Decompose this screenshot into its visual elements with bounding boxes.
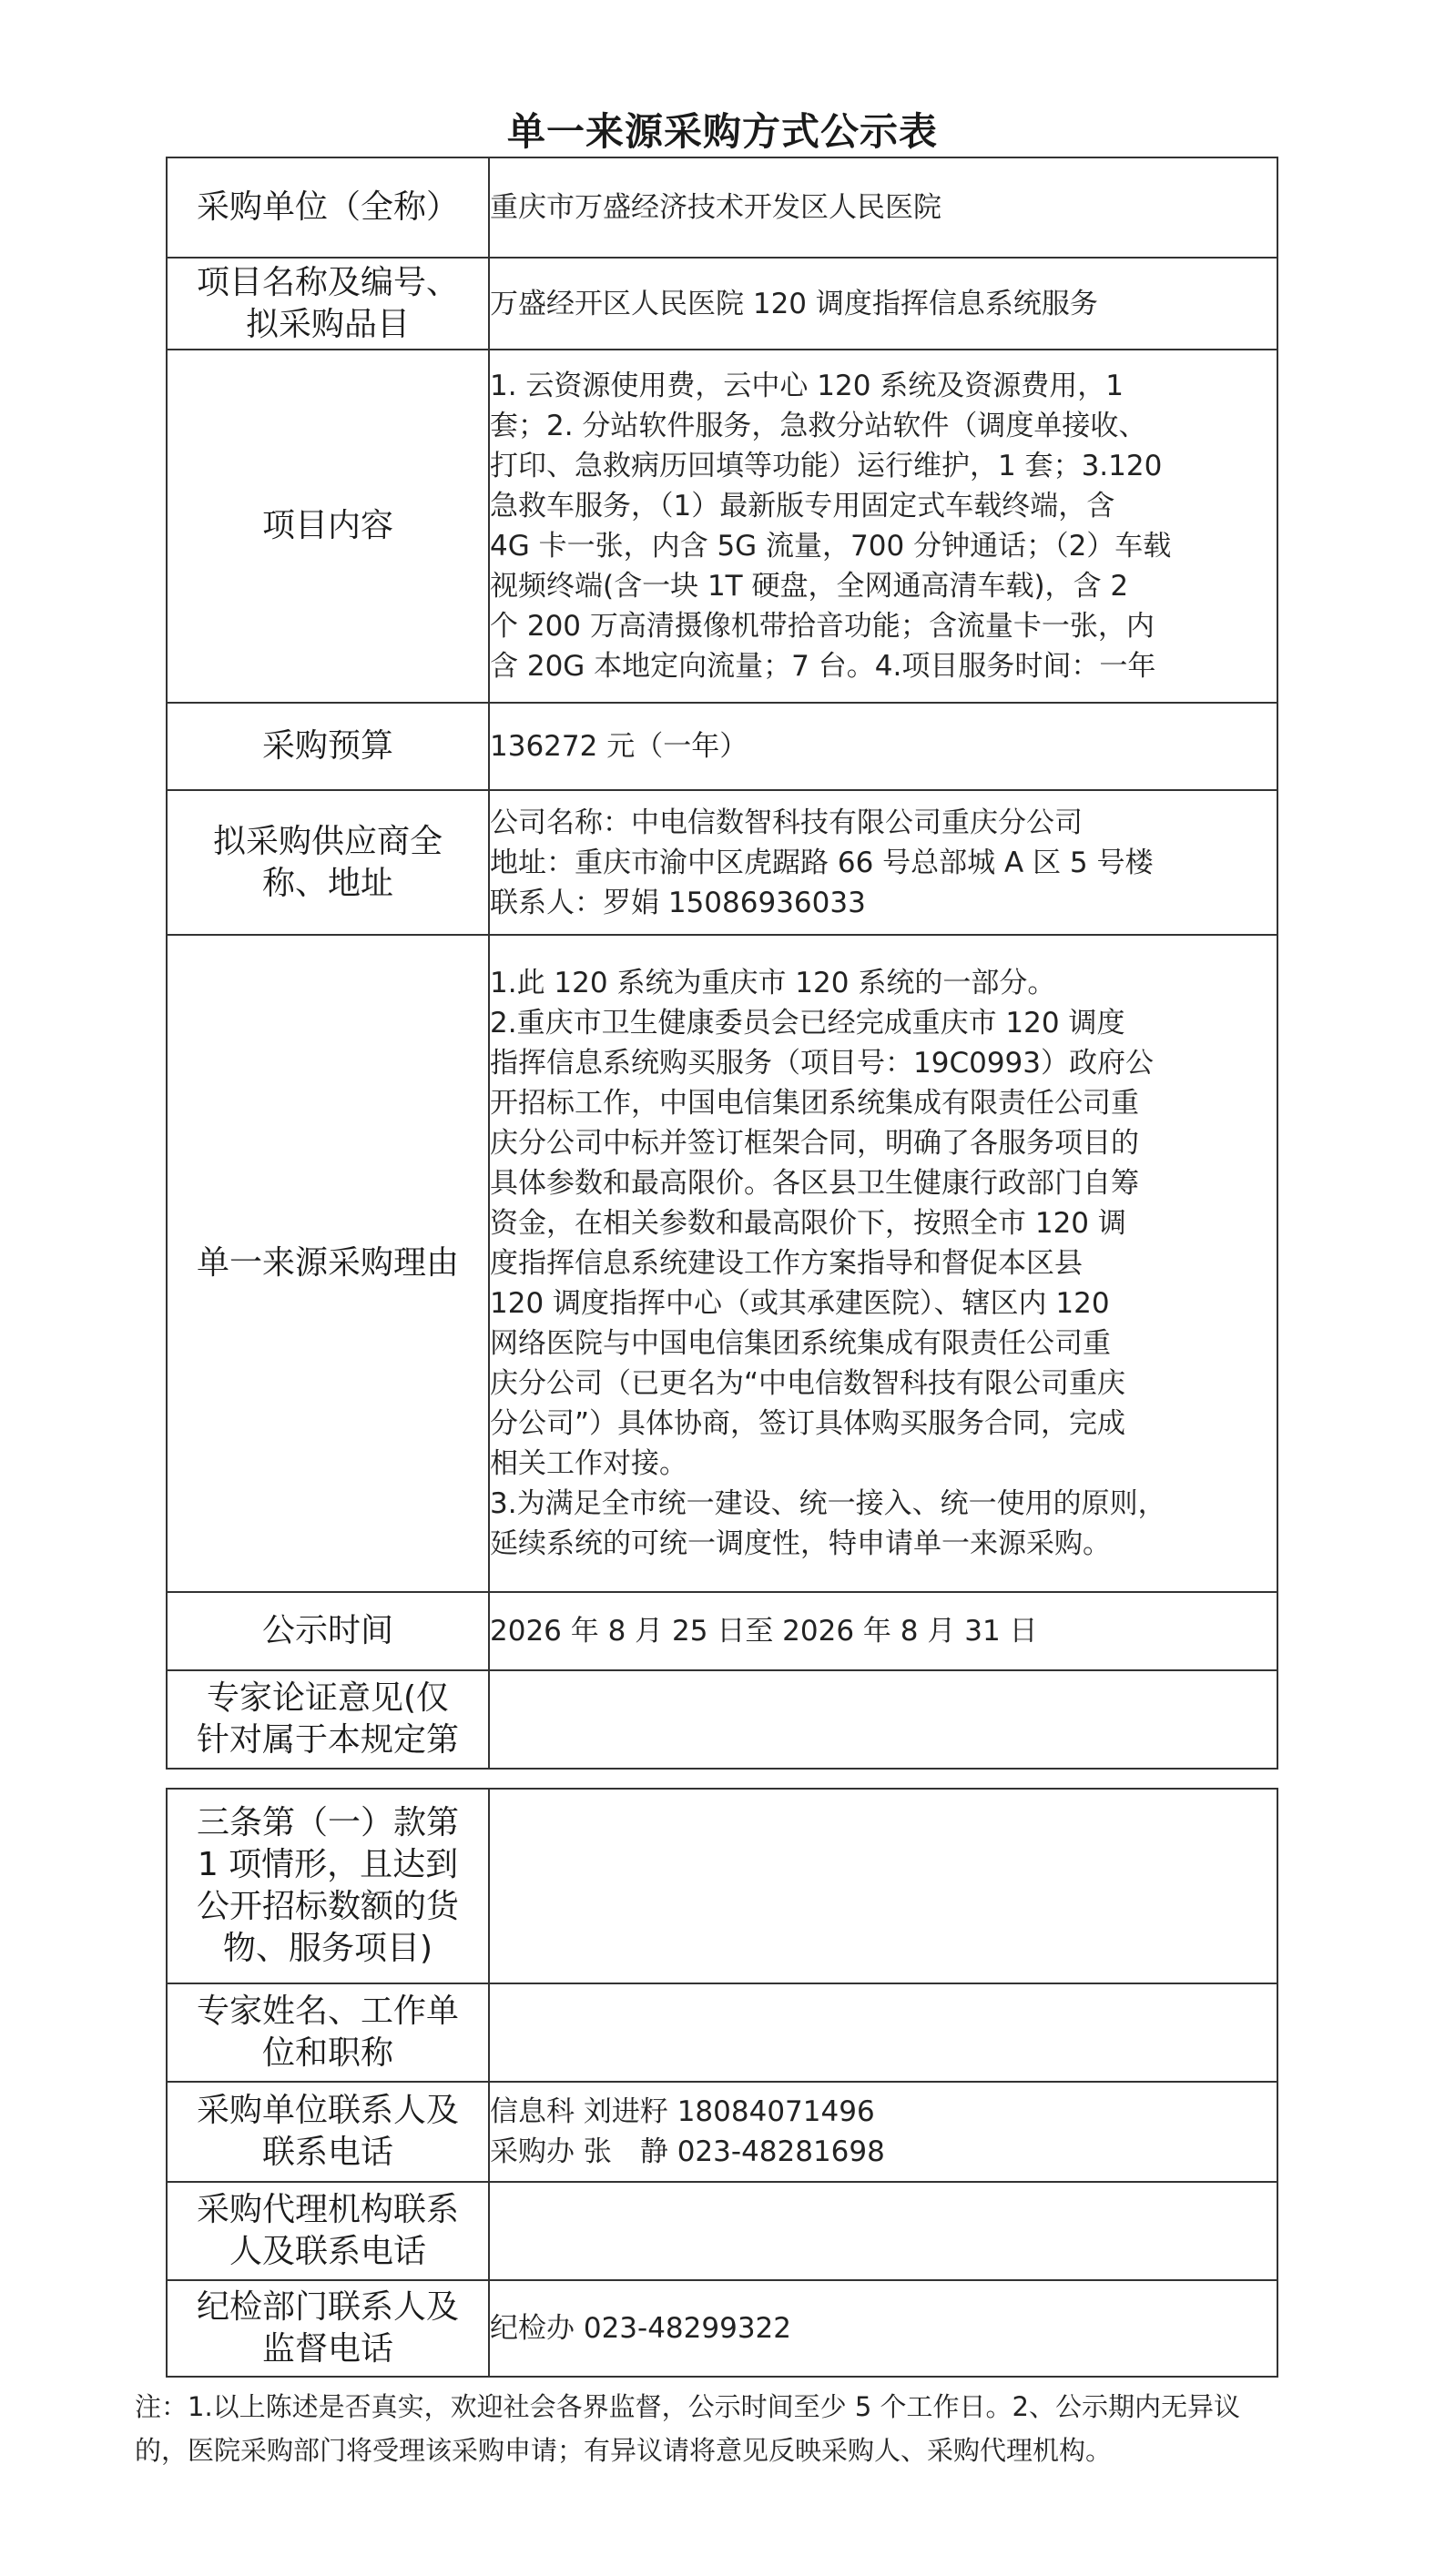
row-value-expert-opinion-bottom xyxy=(489,1789,1277,1983)
contact-line: 采购办 张 静 023-48281698 xyxy=(490,2135,885,2168)
reason-line: 庆分公司中标并签订框架合同，明确了各服务项目的 xyxy=(490,1127,1139,1160)
row-value-project: 万盛经开区人民医院 120 调度指挥信息系统服务 xyxy=(489,258,1277,350)
content-line: 含 20G 本地定向流量；7 台。4.项目服务时间：一年 xyxy=(490,650,1156,683)
label-line: 监督电话 xyxy=(261,2330,393,2368)
row-label-budget: 采购预算 xyxy=(167,703,489,790)
label-line: 人及联系电话 xyxy=(229,2233,426,2270)
row-label-unit-contact xyxy=(167,2082,489,2182)
row-label-agency-contact xyxy=(167,2182,489,2280)
table-row xyxy=(167,790,1277,935)
row-value-content xyxy=(489,350,1277,703)
reason-line: 120 调度指挥中心（或其承建医院）、辖区内 120 xyxy=(490,1287,1110,1320)
content-line: 1. 云资源使用费，云中心 120 系统及资源费用，1 xyxy=(490,370,1124,402)
reason-line: 分公司”）具体协商，签订具体购买服务合同，完成 xyxy=(490,1407,1126,1440)
reason-line: 指挥信息系统购买服务（项目号：19C0993）政府公 xyxy=(490,1047,1154,1080)
label-line: 采购单位联系人及 xyxy=(196,2092,459,2129)
content-line: 视频终端(含一块 1T 硬盘，全网通高清车载)，含 2 xyxy=(490,570,1129,603)
announcement-table-top xyxy=(166,157,1278,1770)
table-row xyxy=(167,1983,1277,2082)
supplier-line: 公司名称：中电信数智科技有限公司重庆分公司 xyxy=(490,806,1083,839)
row-value-agency-contact xyxy=(489,2182,1277,2280)
label-line: 物、服务项目) xyxy=(222,1930,433,1967)
reason-line: 延续系统的可统一调度性，特申请单一来源采购。 xyxy=(490,1527,1111,1560)
reason-line: 2.重庆市卫生健康委员会已经完成重庆市 120 调度 xyxy=(490,1007,1125,1040)
table-row xyxy=(167,1789,1277,1983)
table-row xyxy=(167,258,1277,350)
content-line: 4G 卡一张，内含 5G 流量，700 分钟通话；（2）车载 xyxy=(490,530,1172,563)
row-label-discipline xyxy=(167,2280,489,2377)
footnote-line: 注：1.以上陈述是否真实，欢迎社会各界监督，公示时间至少 5 个工作日。2、公示期内无异议 xyxy=(135,2391,1241,2422)
reason-line: 开招标工作，中国电信集团系统集成有限责任公司重 xyxy=(490,1087,1139,1120)
row-value-budget: 136272 元（一年） xyxy=(489,703,1277,790)
table-row xyxy=(167,1670,1277,1769)
label-line: 三条第（一）款第 xyxy=(196,1804,459,1841)
table-row xyxy=(167,1592,1277,1670)
label-line: 纪检部门联系人及 xyxy=(196,2288,459,2326)
row-value-period: 2026 年 8 月 25 日至 2026 年 8 月 31 日 xyxy=(489,1592,1277,1670)
reason-line: 1.此 120 系统为重庆市 120 系统的一部分。 xyxy=(490,967,1056,999)
row-label-content: 项目内容 xyxy=(167,350,489,703)
row-label-expert-names xyxy=(167,1983,489,2082)
row-value-expert-opinion-top xyxy=(489,1670,1277,1769)
label-line: 称、地址 xyxy=(261,864,393,902)
supplier-line: 地址：重庆市渝中区虎踞路 66 号总部城 A 区 5 号楼 xyxy=(490,846,1154,879)
label-line: 专家论证意见(仅 xyxy=(206,1679,450,1717)
page-title: 单一来源采购方式公示表 xyxy=(506,109,938,154)
row-label-reason: 单一来源采购理由 xyxy=(167,935,489,1592)
table-row xyxy=(167,350,1277,703)
label-line: 拟采购供应商全 xyxy=(212,822,443,860)
row-value-reason xyxy=(489,935,1277,1592)
row-label-expert-opinion-bottom xyxy=(167,1789,489,1983)
row-value-unit: 重庆市万盛经济技术开发区人民医院 xyxy=(489,157,1277,258)
row-value-expert-names xyxy=(489,1983,1277,2082)
table-row xyxy=(167,157,1277,258)
footnote xyxy=(135,2385,1328,2472)
announcement-table-bottom xyxy=(166,1788,1278,2378)
reason-line: 3.为满足全市统一建设、统一接入、统一使用的原则， xyxy=(490,1487,1166,1520)
table-row xyxy=(167,935,1277,1592)
label-line: 采购代理机构联系 xyxy=(196,2191,459,2228)
content-line: 个 200 万高清摄像机带拾音功能；含流量卡一张，内 xyxy=(490,610,1155,643)
footnote-line: 的，医院采购部门将受理该采购申请；有异议请将意见反映采购人、采购代理机构。 xyxy=(135,2435,1113,2466)
table-row xyxy=(167,2280,1277,2377)
reason-line: 网络医院与中国电信集团系统集成有限责任公司重 xyxy=(490,1327,1111,1360)
label-line: 针对属于本规定第 xyxy=(196,1721,459,1759)
table-row xyxy=(167,2182,1277,2280)
reason-line: 庆分公司（已更名为“中电信数智科技有限公司重庆 xyxy=(490,1367,1126,1400)
label-line: 位和职称 xyxy=(261,2034,393,2072)
row-label-unit: 采购单位（全称） xyxy=(167,157,489,258)
supplier-line: 联系人：罗娟 15086936033 xyxy=(490,886,866,919)
content-line: 套；2. 分站软件服务，急救分站软件（调度单接收、 xyxy=(490,410,1147,442)
label-line: 专家姓名、工作单 xyxy=(196,1993,459,2030)
row-value-unit-contact xyxy=(489,2082,1277,2182)
content-line: 急救车服务，（1）最新版专用固定式车载终端，含 xyxy=(490,490,1115,522)
label-line: 项目名称及编号、 xyxy=(196,263,459,301)
row-value-supplier xyxy=(489,790,1277,935)
row-label-supplier xyxy=(167,790,489,935)
reason-line: 度指挥信息系统建设工作方案指导和督促本区县 xyxy=(490,1247,1083,1280)
reason-line: 资金，在相关参数和最高限价下，按照全市 120 调 xyxy=(490,1207,1126,1240)
table-row xyxy=(167,703,1277,790)
table-row xyxy=(167,2082,1277,2182)
content-line: 打印、急救病历回填等功能）运行维护，1 套；3.120 xyxy=(490,450,1163,482)
row-value-discipline: 纪检办 023-48299322 xyxy=(489,2280,1277,2377)
label-line: 联系电话 xyxy=(261,2134,393,2171)
label-line: 1 项情形，且达到 xyxy=(197,1846,459,1883)
row-label-project xyxy=(167,258,489,350)
label-line: 公开招标数额的货 xyxy=(196,1888,459,1925)
row-label-expert-opinion-top xyxy=(167,1670,489,1769)
label-line: 拟采购品目 xyxy=(245,305,410,343)
reason-line: 具体参数和最高限价。各区县卫生健康行政部门自筹 xyxy=(490,1167,1139,1200)
row-label-period: 公示时间 xyxy=(167,1592,489,1670)
reason-line: 相关工作对接。 xyxy=(490,1447,687,1480)
contact-line: 信息科 刘进籽 18084071496 xyxy=(490,2095,875,2128)
